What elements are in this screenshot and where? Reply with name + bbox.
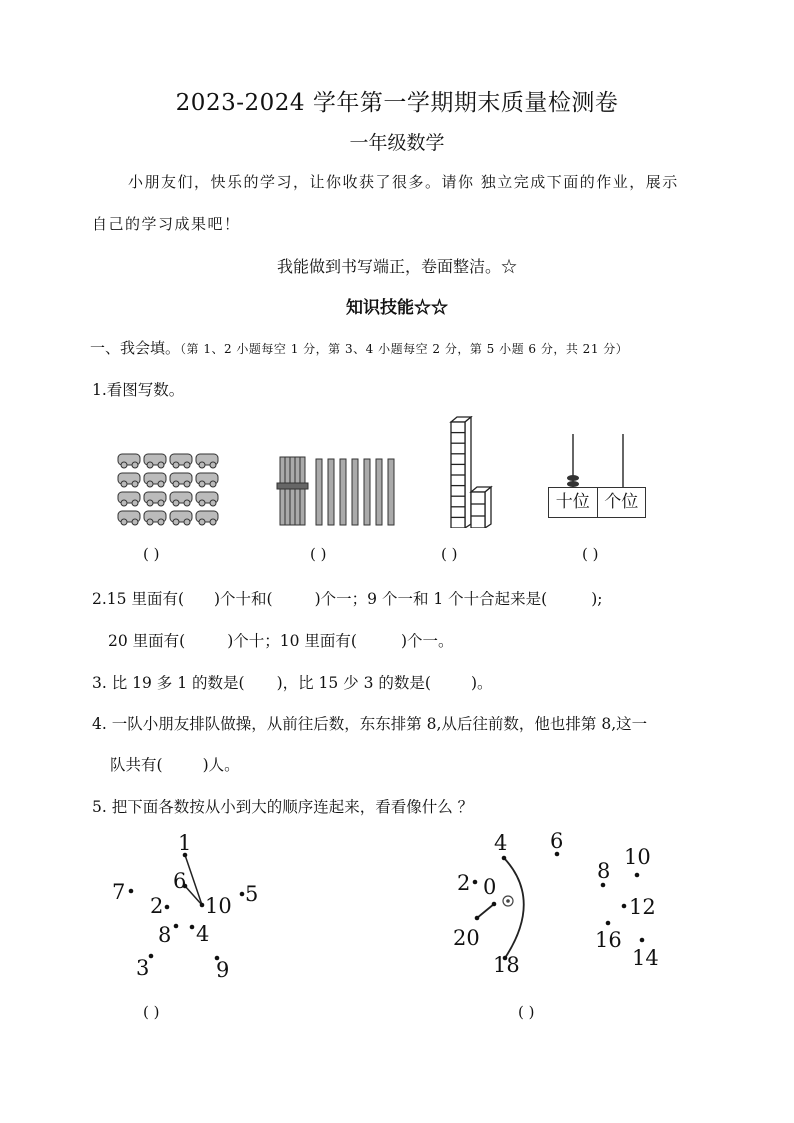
part-one-title: 一、我会填。 bbox=[90, 339, 181, 357]
dot-puzzle-left bbox=[105, 828, 275, 988]
dot bbox=[635, 873, 640, 878]
q3-text: 3. 比 19 多 1 的数是( bbox=[92, 674, 245, 692]
q2-text: )个十和( bbox=[214, 590, 273, 608]
dot bbox=[190, 925, 195, 930]
dot bbox=[149, 954, 154, 959]
pledge-text: 我能做到书写端正，卷面整洁。☆ bbox=[276, 257, 517, 276]
answer-blank[interactable]: ( ) bbox=[143, 1003, 160, 1021]
dot-number: 20 bbox=[453, 926, 480, 950]
abacus-picture bbox=[548, 432, 646, 518]
ones-label: 个位 bbox=[604, 492, 639, 512]
dot-number: 8 bbox=[597, 859, 611, 883]
cubes-picture bbox=[447, 416, 495, 528]
dot-number: 6 bbox=[173, 869, 187, 893]
answer-blank[interactable]: ( ) bbox=[518, 1003, 535, 1021]
answer-blank[interactable]: ( ) bbox=[441, 545, 458, 563]
dot bbox=[165, 905, 170, 910]
dot bbox=[601, 883, 606, 888]
dot-number: 18 bbox=[493, 953, 520, 977]
answer-blank[interactable]: ( ) bbox=[582, 545, 599, 563]
question-4-line-1: 4. 一队小朋友排队做操，从前往后数，东东排第 8,从后往前数，他也排第 8,这一 bbox=[92, 715, 648, 733]
q2-text: )个一；9 个一和 1 个十合起来是( bbox=[314, 590, 548, 608]
dot bbox=[492, 902, 497, 907]
dot bbox=[200, 903, 205, 908]
question-2-line-2 bbox=[108, 629, 454, 651]
cars-picture bbox=[116, 448, 226, 528]
dot bbox=[473, 880, 478, 885]
dot-number: 12 bbox=[629, 895, 656, 919]
q2-text: ); bbox=[591, 590, 603, 608]
dot-number: 10 bbox=[205, 894, 232, 918]
dot-number: 14 bbox=[632, 946, 659, 970]
dot-number: 10 bbox=[624, 845, 651, 869]
intro-line-1: 小朋友们，快乐的学习，让你收获了很多。请你 独立完成下面的作业，展示 bbox=[128, 173, 679, 191]
answer-blank[interactable]: ( ) bbox=[310, 545, 327, 563]
q4-text: 队共有( bbox=[110, 756, 163, 774]
dot-number: 1 bbox=[178, 831, 192, 855]
dot-number: 16 bbox=[595, 928, 622, 952]
dot-number: 0 bbox=[483, 875, 497, 899]
abacus-rods bbox=[548, 432, 646, 488]
question-4-line-2 bbox=[110, 753, 240, 775]
dot-number: 6 bbox=[550, 829, 564, 853]
dot bbox=[129, 889, 134, 894]
section-heading: 知识技能☆☆ bbox=[346, 298, 448, 318]
dot-puzzle-right bbox=[440, 828, 670, 978]
q3-text: )。 bbox=[470, 674, 493, 692]
dot-number: 3 bbox=[136, 956, 150, 980]
q2-text: 2.15 里面有( bbox=[92, 590, 184, 608]
question-2-line-1 bbox=[92, 587, 603, 609]
dot-number: 5 bbox=[245, 882, 259, 906]
q4-text: )人。 bbox=[202, 756, 240, 774]
q2-text: 20 里面有( bbox=[108, 632, 186, 650]
question-5: 5. 把下面各数按从小到大的顺序连起来，看看像什么 ？ bbox=[92, 798, 474, 816]
dot bbox=[606, 921, 611, 926]
dot-number: 8 bbox=[158, 923, 172, 947]
q3-text: )，比 15 少 3 的数是( bbox=[276, 674, 431, 692]
intro-line-2: 自己的学习成果吧！ bbox=[92, 215, 241, 233]
dot-number: 2 bbox=[457, 871, 471, 895]
dot bbox=[475, 916, 480, 921]
dot bbox=[240, 892, 245, 897]
dot-number: 7 bbox=[112, 880, 126, 904]
answer-blank[interactable]: ( ) bbox=[143, 545, 160, 563]
page-title: 2023-2024 学年第一学期期末质量检测卷 bbox=[175, 90, 619, 116]
dot-number: 9 bbox=[216, 958, 230, 982]
page-subtitle: 一年级数学 bbox=[349, 132, 445, 154]
tens-label: 十位 bbox=[549, 488, 598, 517]
dot-number: 2 bbox=[150, 894, 164, 918]
dot-number: 4 bbox=[494, 831, 508, 855]
part-one-label bbox=[90, 337, 628, 358]
dot bbox=[502, 856, 507, 861]
question-1: 1.看图写数。 bbox=[92, 381, 185, 399]
question-3 bbox=[92, 671, 493, 693]
part-one-scoring-note: （第 1、2 小题每空 1 分，第 3、4 小题每空 2 分，第 5 小题 6 分，共 21 分） bbox=[180, 342, 629, 356]
dot bbox=[622, 904, 627, 909]
place-value-table bbox=[548, 487, 646, 518]
dot bbox=[640, 938, 645, 943]
sticks-picture bbox=[276, 453, 396, 528]
dot-number: 4 bbox=[196, 922, 210, 946]
q2-text: )个十；10 里面有( bbox=[227, 632, 357, 650]
dot bbox=[174, 924, 179, 929]
q2-text: )个一。 bbox=[400, 632, 454, 650]
